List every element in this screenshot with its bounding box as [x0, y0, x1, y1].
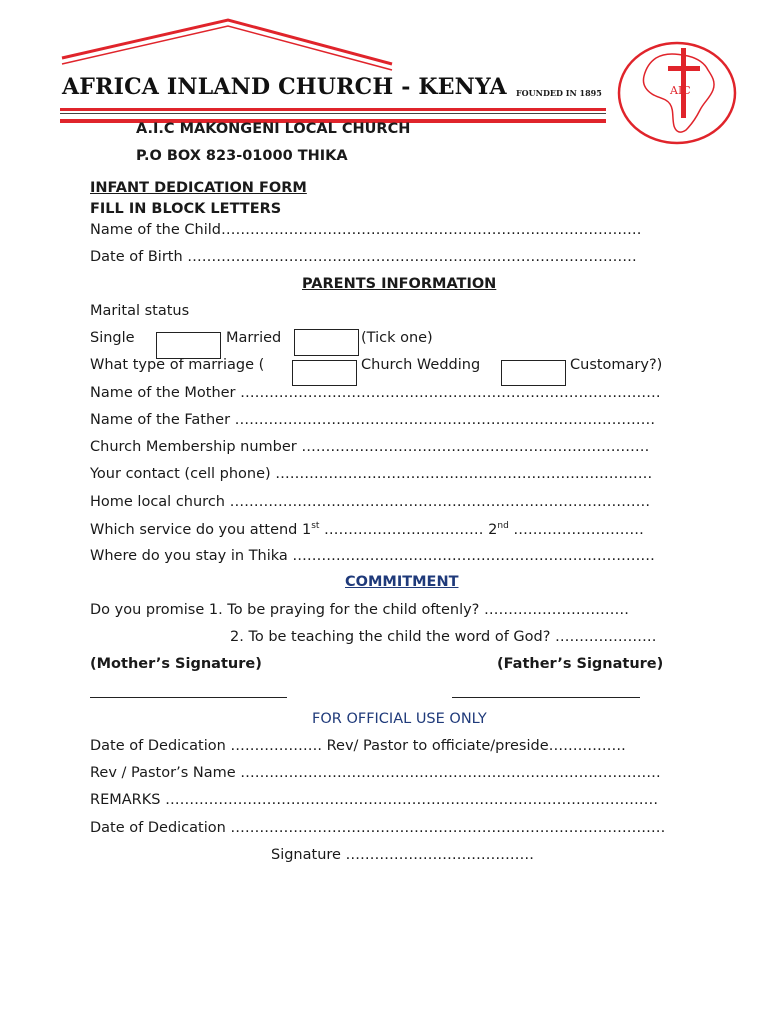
membership-number-field[interactable]: Church Membership number ………………………………………………………………: [90, 439, 650, 455]
customary-checkbox[interactable]: [501, 360, 566, 386]
mother-name-field[interactable]: Name of the Mother ……………………………………………………………………………: [90, 385, 661, 401]
header-rule-top: [60, 108, 606, 111]
service-second-sup: nd: [497, 521, 509, 531]
father-name-field[interactable]: Name of the Father ……………………………………………………………………………: [90, 412, 656, 428]
church-wedding-label: Church Wedding: [361, 357, 481, 373]
form-instruction: FILL IN BLOCK LETTERS: [90, 201, 282, 217]
form-title: INFANT DEDICATION FORM: [90, 180, 307, 196]
married-label: Married: [226, 330, 282, 346]
dedication-date-field[interactable]: Date of Dedication ………………………………………………………………………………: [90, 820, 666, 836]
church-title: AFRICA INLAND CHURCH - KENYA: [62, 74, 507, 100]
married-checkbox[interactable]: [294, 329, 359, 356]
pastor-name-field[interactable]: Rev / Pastor’s Name ……………………………………………………………………………: [90, 765, 661, 781]
marital-status-label: Marital status: [90, 303, 190, 319]
stay-field[interactable]: Where do you stay in Thika …………………………………………………………………: [90, 548, 655, 564]
commitment-line-2[interactable]: 2. To be teaching the child the word of God? …………………: [230, 629, 657, 645]
single-checkbox[interactable]: [156, 332, 221, 359]
logo-text: AIC: [670, 84, 691, 97]
mother-signature-line[interactable]: [90, 697, 287, 698]
date-of-birth-field[interactable]: Date of Birth …………………………………………………………………………………: [90, 249, 637, 265]
mother-signature-label: (Mother’s Signature): [90, 656, 262, 672]
header-rule-thin: [60, 113, 606, 114]
service-label: Which service do you attend 1: [90, 521, 312, 538]
service-first-sup: st: [311, 521, 320, 531]
tick-one-label: (Tick one): [361, 330, 433, 346]
customary-label: Customary?): [570, 357, 663, 373]
po-box: P.O BOX 823-01000 THIKA: [136, 148, 348, 164]
founded-year: FOUNDED IN 1895: [516, 88, 602, 98]
single-label: Single: [90, 330, 135, 346]
service-end: ………………………: [508, 521, 644, 538]
service-field[interactable]: [90, 521, 644, 538]
header-roof-graphic: [60, 14, 400, 74]
child-name-field[interactable]: Name of the Child……………………………………………………………………………: [90, 222, 642, 238]
church-wedding-checkbox[interactable]: [292, 360, 357, 386]
marriage-type-label: What type of marriage (: [90, 357, 265, 373]
official-signature-field[interactable]: Signature …………………………………: [271, 847, 535, 863]
service-mid: …………………………… 2: [319, 521, 498, 538]
father-signature-line[interactable]: [452, 697, 640, 698]
commitment-heading: COMMITMENT: [345, 574, 459, 590]
home-church-field[interactable]: Home local church ……………………………………………………………………………: [90, 494, 651, 510]
parents-heading: PARENTS INFORMATION: [302, 276, 497, 292]
local-church-name: A.I.C MAKONGENI LOCAL CHURCH: [136, 121, 411, 137]
official-use-heading: FOR OFFICIAL USE ONLY: [312, 711, 487, 727]
aic-logo-icon: [616, 40, 738, 146]
dedication-pastor-field[interactable]: Date of Dedication ………………. Rev/ Pastor to officiate/preside…………….: [90, 738, 626, 754]
commitment-line-1[interactable]: Do you promise 1. To be praying for the child oftenly? …………………………: [90, 602, 629, 618]
remarks-field[interactable]: REMARKS …………………………………………………………………………………………: [90, 792, 659, 808]
contact-field[interactable]: Your contact (cell phone) ……………………………………………………………………: [90, 466, 653, 482]
father-signature-label: (Father’s Signature): [497, 656, 664, 672]
